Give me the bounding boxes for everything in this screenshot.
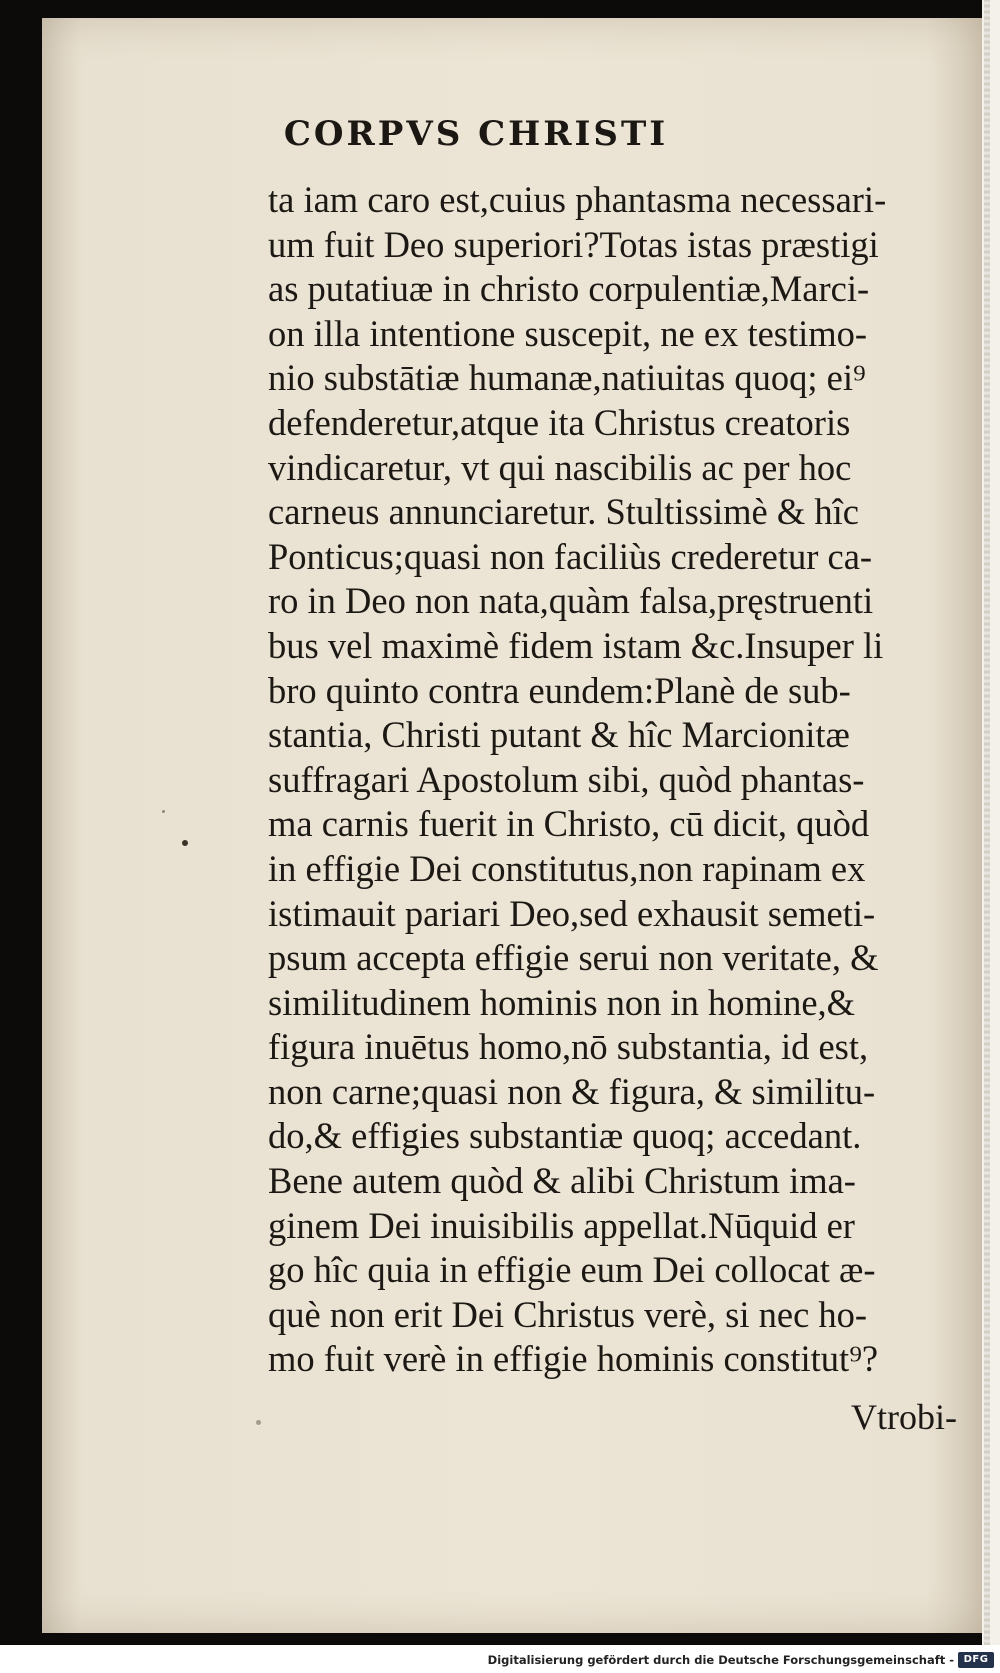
text-line: carneus annunciaretur. Stultissimè & hîc [268,491,859,533]
text-line: um fuit Deo superiori?Totas istas præstigi [268,223,879,265]
text-line: què non erit Dei Christus verè, si nec ho- [268,1293,868,1335]
dfg-logo-icon: DFG [958,1652,994,1668]
text-block [268,178,968,1382]
text-line: do,& effigies substantiæ quoq; accedant. [268,1115,862,1157]
text-line: Bene autem quòd & alibi Christum ima- [268,1160,856,1202]
ink-speck [182,840,188,846]
ink-speck [162,810,165,813]
text-line: similitudinem hominis non in homine,& [268,981,856,1023]
text-line: go hîc quia in effigie eum Dei collocat æ- [268,1249,876,1291]
text-line: on illa intentione suscepit, ne ex testimo- [268,312,868,354]
text-line: mo fuit verè in effigie hominis constitut⁹? [268,1338,879,1380]
catchword: Vtrobi- [851,1397,957,1437]
running-head: CORPVS CHRISTI [283,114,669,154]
text-line: istimauit pariari Deo,sed exhausit semeti- [268,892,876,934]
text-line: defenderetur,atque ita Christus creatoris [268,401,851,443]
text-line: as putatiuæ in christo corpulentiæ,Marci- [268,268,870,310]
text-line: non carne;quasi non & figura, & similitu- [268,1070,876,1112]
text-line: vindicaretur, vt qui nascibilis ac per hoc [268,446,852,488]
text-line: psum accepta effigie serui non veritate, & [268,937,879,979]
ink-speck [256,1420,261,1425]
book-page [42,18,982,1633]
text-line: in effigie Dei constitutus,non rapinam ex [268,847,866,889]
footer-bar [0,1650,1000,1673]
text-line: stantia, Christi putant & hîc Marcionitæ [268,714,850,756]
footer-credit: Digitalisierung gefördert durch die Deutsche Forschungsgemeinschaft - [487,1653,954,1667]
text-line: Ponticus;quasi non faciliùs crederetur ca- [268,535,873,577]
text-line: nio substātiæ humanæ,natiuitas quoq; ei⁹ [268,357,866,399]
text-line: figura inuētus homo,nō substantia, id est, [268,1026,869,1068]
text-line: ma carnis fuerit in Christo, cū dicit, quòd [268,803,870,845]
text-line: ginem Dei inuisibilis appellat.Nūquid er [268,1204,855,1246]
text-line: bus vel maximè fidem istam &c.Insuper li [268,624,884,666]
text-line: ta iam caro est,cuius phantasma necessari- [268,179,887,220]
page-edge [982,0,1000,1645]
text-line: bro quinto contra eundem:Planè de sub- [268,669,851,711]
text-line: ro in Deo non nata,quàm falsa,pręstruenti [268,580,874,622]
text-line: suffragari Apostolum sibi, quòd phantas- [268,758,865,800]
